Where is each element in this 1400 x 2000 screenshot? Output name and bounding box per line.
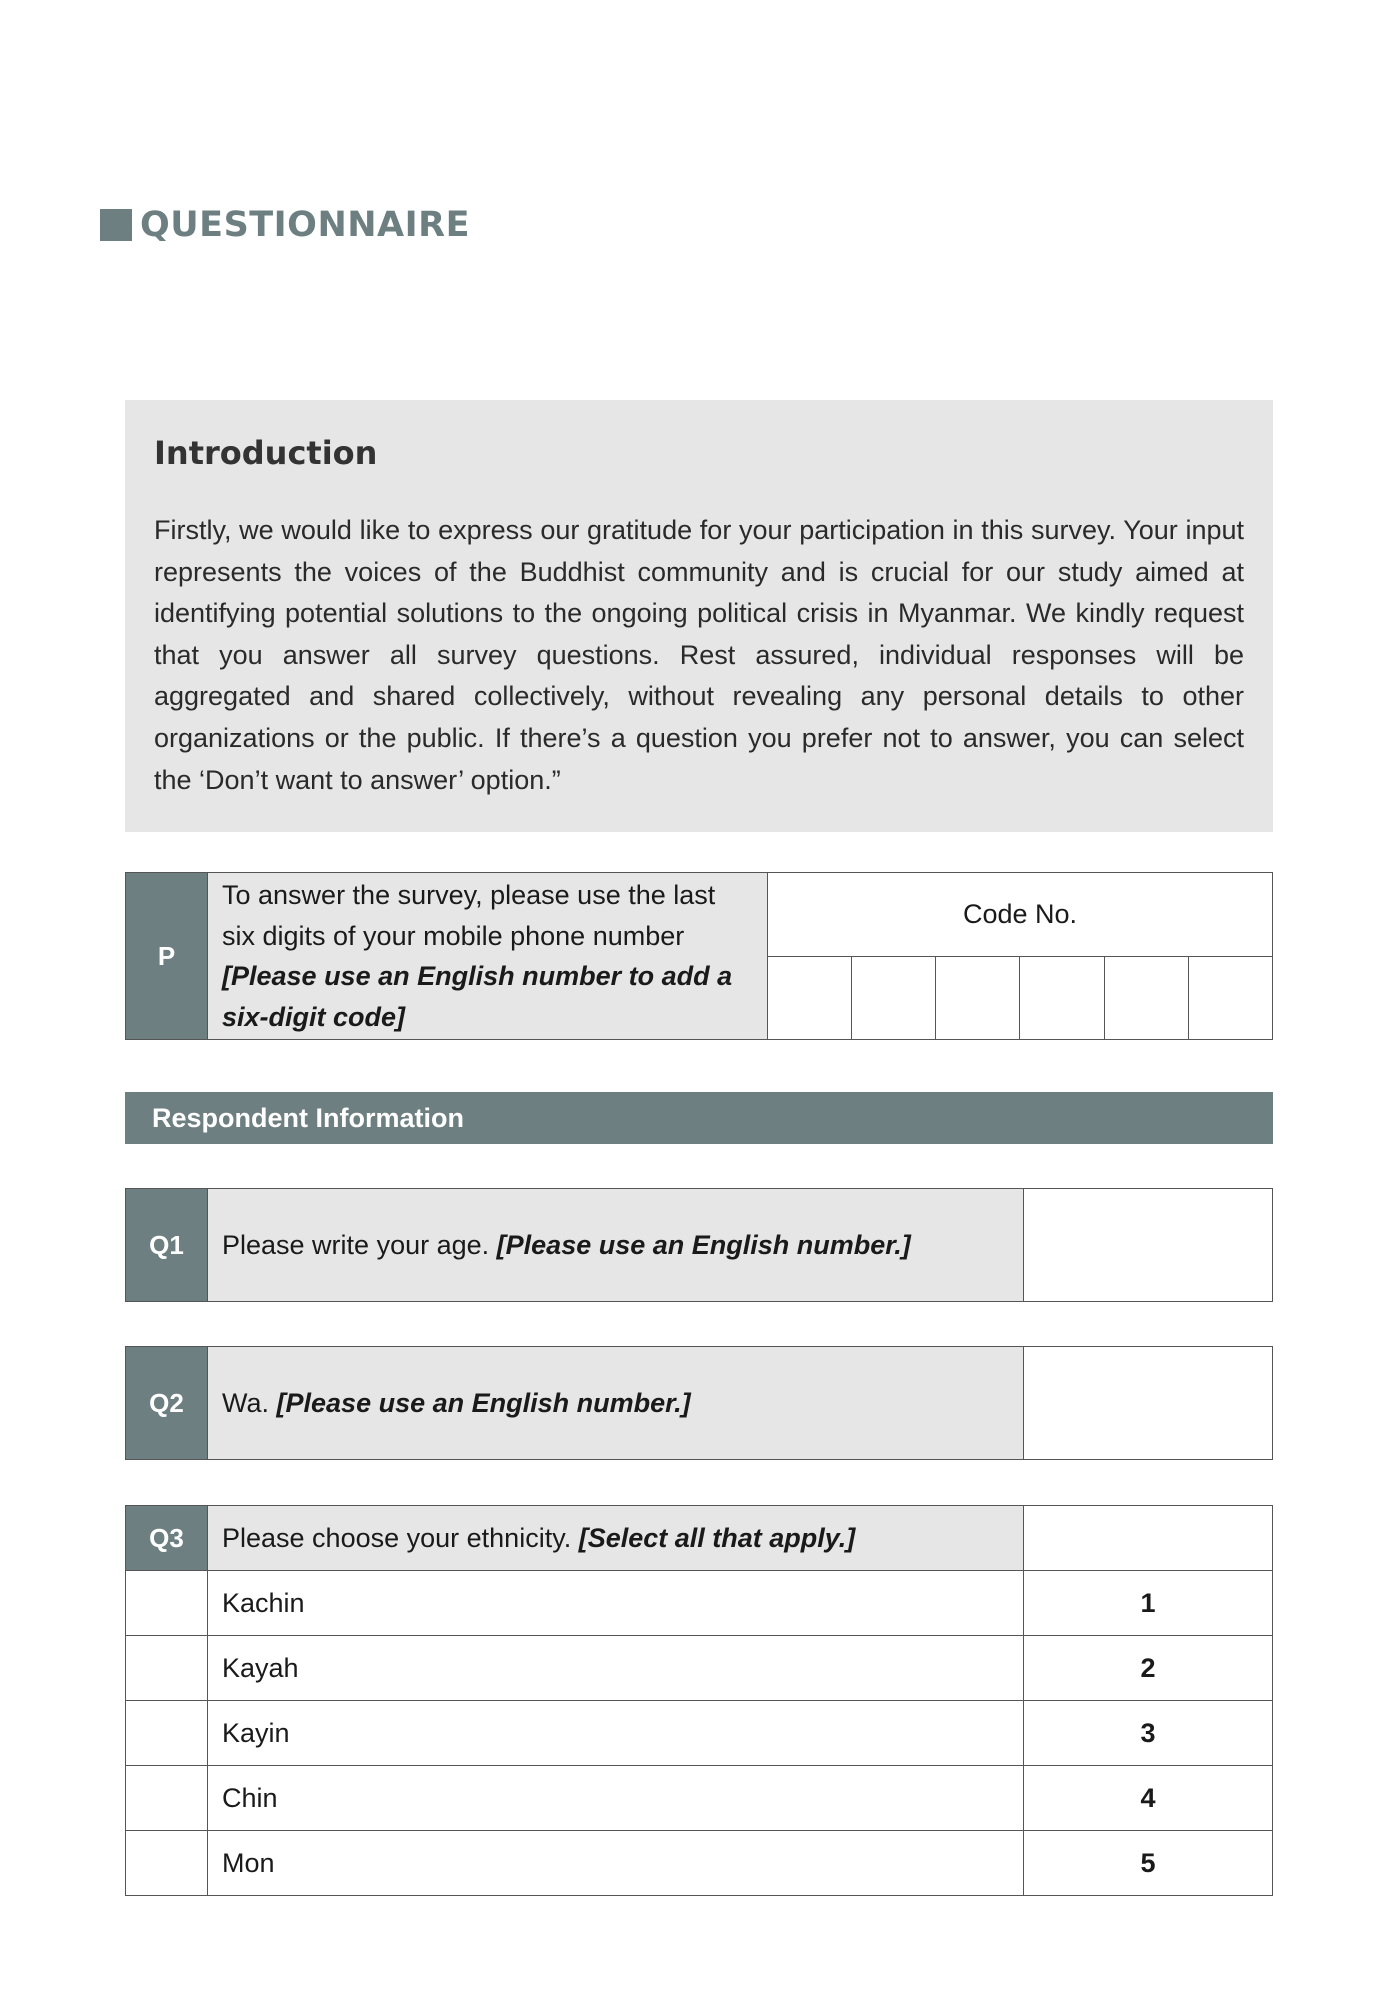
option-code: 4: [1024, 1766, 1273, 1831]
option-checkbox-cell[interactable]: [126, 1701, 208, 1766]
question-text: [208, 1506, 1024, 1571]
phone-code-question: [125, 872, 1273, 1040]
code-digit-box-1[interactable]: [768, 956, 852, 1040]
page-header: [100, 205, 470, 245]
section-header: Respondent Information: [125, 1092, 1273, 1144]
option-code: 2: [1024, 1636, 1273, 1701]
question-prompt: Please choose your ethnicity.: [222, 1522, 572, 1553]
code-digit-box-5[interactable]: [1104, 956, 1188, 1040]
question-instruction: [Please use an English number to add a six-digit code]: [222, 961, 733, 1032]
option-row[interactable]: [126, 1766, 1273, 1831]
code-digit-box-3[interactable]: [936, 956, 1020, 1040]
question-instruction: [Please use an English number.]: [496, 1229, 911, 1260]
option-label: Kayah: [208, 1636, 1024, 1701]
option-checkbox-cell[interactable]: [126, 1571, 208, 1636]
question-q3: [125, 1505, 1273, 1896]
question-text: [208, 1347, 1024, 1460]
question-instruction: [Please use an English number.]: [276, 1387, 691, 1418]
option-checkbox-cell[interactable]: [126, 1636, 208, 1701]
header-blank-cell: [1024, 1506, 1273, 1571]
option-label: Mon: [208, 1831, 1024, 1896]
option-checkbox-cell[interactable]: [126, 1831, 208, 1896]
question-instruction: [Select all that apply.]: [578, 1522, 856, 1553]
option-row[interactable]: [126, 1701, 1273, 1766]
age-answer-box[interactable]: [1024, 1189, 1273, 1302]
question-text: [208, 1189, 1024, 1302]
option-row[interactable]: [126, 1831, 1273, 1896]
question-code: P: [126, 873, 208, 1040]
introduction-text: Firstly, we would like to express our gratitude for your participation in this survey. Your input represents the voices of the Buddhist community and is crucial for our study aimed at identifying potential solutions to the ongoing political crisis in Myanmar. We kindly request that you answer all survey questions. Rest assured, individual responses will be aggregated and shared collectively, without revealing any personal details to other organizations or the public. If there’s a question you prefer not to answer, you can select the ‘Don’t want to answer’ option.”: [154, 515, 1244, 795]
question-text: [208, 873, 768, 1040]
option-label: Chin: [208, 1766, 1024, 1831]
code-digit-box-6[interactable]: [1188, 956, 1272, 1040]
option-label: Kachin: [208, 1571, 1024, 1636]
question-code: Q1: [126, 1189, 208, 1302]
question-q2: [125, 1346, 1273, 1460]
option-label: Kayin: [208, 1701, 1024, 1766]
introduction-box: [125, 400, 1273, 832]
option-code: 5: [1024, 1831, 1273, 1896]
wa-answer-box[interactable]: [1024, 1347, 1273, 1460]
introduction-title: Introduction: [154, 434, 378, 472]
code-no-label: Code No.: [768, 873, 1273, 957]
option-row[interactable]: [126, 1636, 1273, 1701]
question-q1: [125, 1188, 1273, 1302]
header-square-icon: [100, 209, 132, 241]
option-row[interactable]: [126, 1571, 1273, 1636]
option-code: 1: [1024, 1571, 1273, 1636]
option-checkbox-cell[interactable]: [126, 1766, 208, 1831]
page-title: QUESTIONNAIRE: [140, 205, 470, 245]
question-prompt: Wa.: [222, 1387, 269, 1418]
question-code: Q3: [126, 1506, 208, 1571]
question-prompt: To answer the survey, please use the last six digits of your mobile phone number: [222, 880, 716, 951]
option-code: 3: [1024, 1701, 1273, 1766]
question-prompt: Please write your age.: [222, 1229, 490, 1260]
question-code: Q2: [126, 1347, 208, 1460]
code-digit-box-4[interactable]: [1020, 956, 1104, 1040]
code-digit-box-2[interactable]: [852, 956, 936, 1040]
